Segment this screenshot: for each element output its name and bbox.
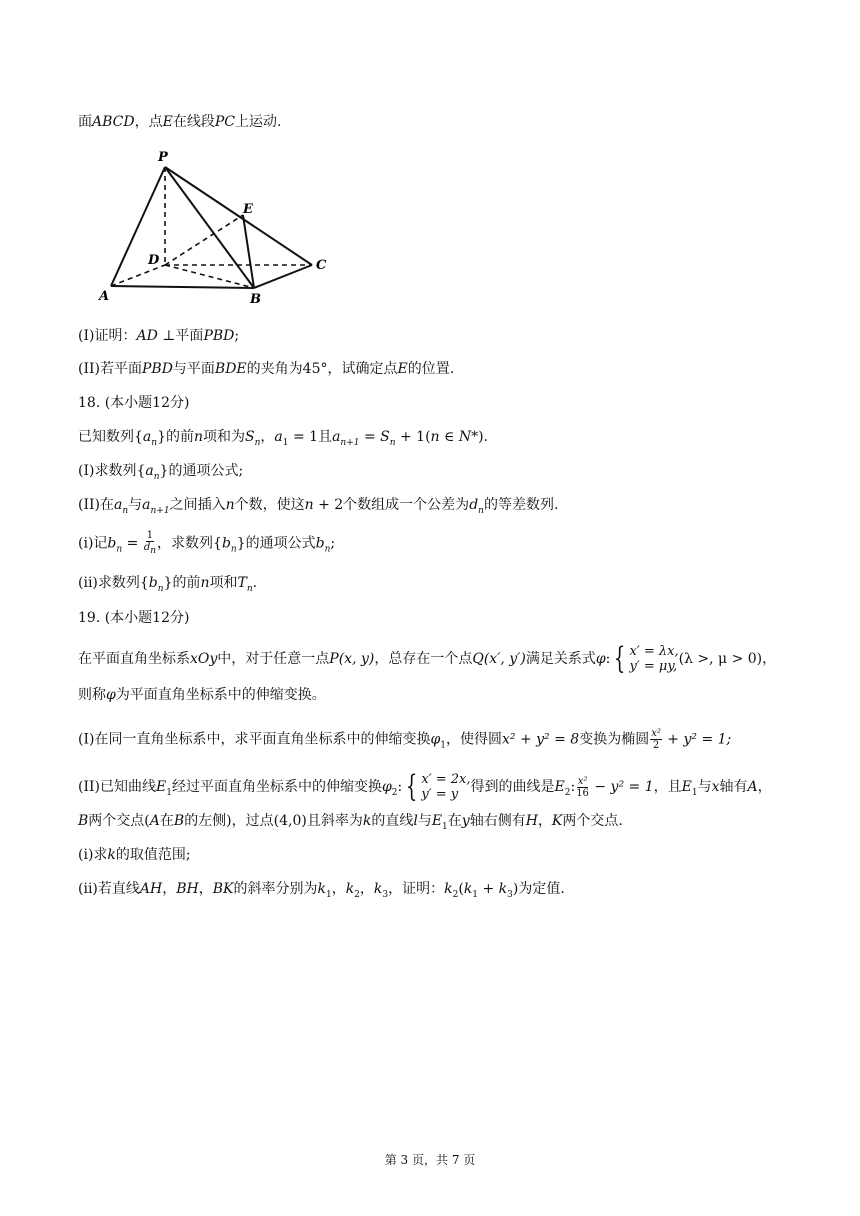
system-row: y′ = y <box>421 787 459 802</box>
text: }的前 <box>157 429 194 445</box>
math: k <box>345 881 355 897</box>
text: = <box>359 429 381 445</box>
math: x <box>711 779 720 795</box>
math: S <box>245 429 255 445</box>
math-sub: 2 <box>354 889 360 900</box>
text: 在 <box>447 813 462 829</box>
math: PBD <box>141 361 173 377</box>
math: φ <box>106 687 116 703</box>
text: 经过平面直角坐标系中的伸缩变换 <box>171 779 382 795</box>
text: 与 <box>417 813 432 829</box>
text: 的直线 <box>371 813 414 829</box>
text: (ii)求数列{ <box>78 575 149 591</box>
math: Q(x′, y′) <box>472 651 526 667</box>
q18-header: 18. (本小题12分) <box>78 395 190 411</box>
math-sub: 2 <box>452 889 459 900</box>
math-sub: n <box>389 437 396 448</box>
math: k <box>463 881 473 897</box>
math: E <box>162 114 173 130</box>
math: k <box>317 881 326 897</box>
text: ，求数列{ <box>157 535 222 552</box>
text: ( <box>458 881 464 897</box>
math: k <box>107 847 116 863</box>
text: (ii)若直线 <box>78 881 140 897</box>
math-sub: n+1 <box>150 505 170 516</box>
text: : <box>570 779 576 795</box>
text: ⊥平面 <box>157 328 204 344</box>
text: (I)在同一直角坐标系中，求平面直角坐标系中的伸缩变换 <box>78 731 431 748</box>
math: n <box>430 429 440 445</box>
math: n <box>200 575 210 591</box>
math: K <box>551 813 563 829</box>
math: B <box>173 813 185 829</box>
math: ABCD <box>92 114 135 130</box>
math: b <box>148 575 158 591</box>
math: a <box>113 497 123 513</box>
q19-stem1 <box>78 641 777 676</box>
text: ， <box>537 813 552 829</box>
text: }的前 <box>163 575 201 591</box>
system-row: x′ = λx, <box>629 644 679 659</box>
fraction <box>650 728 662 751</box>
text: 的等差数列. <box>483 497 559 513</box>
text: 轴右侧有 <box>469 813 526 829</box>
math-sub: n <box>157 583 164 594</box>
text: 上运动. <box>234 114 282 130</box>
math-sub: 1 <box>442 821 448 832</box>
q19-stem2 <box>78 686 326 704</box>
text: (i)求 <box>78 847 108 863</box>
text: + 1( <box>395 429 431 445</box>
math: b <box>221 535 231 552</box>
math: S <box>380 429 390 445</box>
text: 轴有 <box>719 779 748 795</box>
math: a <box>142 429 152 445</box>
text: 与 <box>697 779 712 795</box>
math-sub: n <box>122 505 129 516</box>
text: : <box>397 779 403 795</box>
math-sub: n <box>150 546 157 556</box>
math: k <box>498 881 508 897</box>
math: a <box>332 429 341 445</box>
text: )为定值. <box>512 881 565 897</box>
text: ，且 <box>653 779 682 795</box>
math: φ <box>430 731 441 748</box>
text: ，证明： <box>388 881 445 897</box>
math: d <box>469 497 479 513</box>
math-sub: n <box>246 583 253 594</box>
math: PC <box>214 114 235 130</box>
text: (II)在 <box>78 497 114 513</box>
text: 两个交点. <box>562 813 623 829</box>
text: 的左侧)，过点(4,0)且斜率为 <box>184 813 363 829</box>
math: φ <box>595 651 606 667</box>
math: BK <box>212 881 234 897</box>
text: ， <box>198 881 213 897</box>
text: }的通项公式 <box>236 535 316 552</box>
fraction <box>144 530 156 557</box>
text: (II)已知曲线 <box>78 779 156 795</box>
text: 在 <box>159 813 174 829</box>
math: E <box>155 779 167 795</box>
fraction-num: x² <box>577 775 588 787</box>
math: T <box>237 575 247 591</box>
math: n <box>304 497 314 513</box>
math: b <box>107 535 117 552</box>
label-c: C <box>316 258 327 273</box>
math: B <box>78 813 89 829</box>
q19-sub2 <box>78 880 565 904</box>
q18-stem <box>78 428 488 452</box>
label-a: A <box>99 289 110 304</box>
fraction-num: x² <box>651 728 661 739</box>
label-b: B <box>250 292 261 307</box>
math: d <box>143 542 151 553</box>
math: − y² = 1 <box>589 779 654 795</box>
text: : <box>605 651 611 667</box>
text: ， <box>359 881 374 897</box>
math: a <box>142 497 151 513</box>
text: 之间插入 <box>169 497 226 513</box>
text: ， <box>260 429 275 445</box>
q19-sub1 <box>78 846 191 864</box>
text: 个数，使这 <box>234 497 305 513</box>
text: 与平面 <box>172 361 215 377</box>
q19-part2-cont <box>78 812 623 836</box>
q18-sub1 <box>78 530 335 558</box>
math: E <box>681 779 692 795</box>
math-sub: n <box>116 544 123 555</box>
text: 中，对于任意一点 <box>217 651 330 667</box>
math: k <box>362 813 372 829</box>
text: 为平面直角坐标系中的伸缩变换。 <box>115 687 326 703</box>
label-d: D <box>148 253 160 268</box>
label-e: E <box>243 202 253 217</box>
edge-pb <box>165 167 254 288</box>
q19-part2 <box>78 769 772 804</box>
text: 的位置. <box>407 361 455 377</box>
math: φ <box>381 779 392 795</box>
text: ∈ <box>439 429 459 445</box>
math: A <box>149 813 160 829</box>
text: 面 <box>78 114 92 130</box>
edge-bc <box>254 265 312 288</box>
math: BH <box>176 881 199 897</box>
text: 变换为椭圆 <box>579 731 650 748</box>
text: ，点 <box>134 114 163 130</box>
text: 的斜率分别为 <box>233 881 318 897</box>
math-sub: n <box>478 505 484 516</box>
math: x² + y² = 8 <box>502 731 580 748</box>
q19-part1 <box>78 728 731 754</box>
text: *). <box>471 429 488 445</box>
system-row: y′ = μy, <box>629 659 678 674</box>
math-sub: 3 <box>507 889 513 900</box>
math-sub: 1 <box>691 787 698 798</box>
q18-sub2 <box>78 574 257 598</box>
fraction-num: 1 <box>146 530 154 541</box>
math: n <box>194 429 204 445</box>
fraction <box>576 776 589 799</box>
text: ，总存在一个点 <box>374 651 473 667</box>
text: 则称 <box>78 687 106 703</box>
math-sub: 1 <box>472 889 479 900</box>
equation-system: { x′ = 2x, y′ = y <box>406 769 471 804</box>
text: (I)求数列{ <box>78 463 146 479</box>
text: + <box>478 881 499 897</box>
text: (I)证明： <box>78 328 137 344</box>
math: BDE <box>214 361 247 377</box>
math-sub: 1 <box>325 889 332 900</box>
math: xOy <box>190 651 218 667</box>
fraction-den <box>144 542 156 557</box>
math: n <box>225 497 235 513</box>
edge-pc <box>165 167 312 265</box>
text: (II)若平面 <box>78 361 142 377</box>
math-sub: 1 <box>440 740 446 751</box>
math-sub: n <box>254 437 261 448</box>
text: ，使得圆 <box>446 731 502 748</box>
math: y <box>461 813 470 829</box>
math: A <box>747 779 758 795</box>
math: k <box>444 881 453 897</box>
text: 在线段 <box>172 114 215 130</box>
math: P(x, y) <box>329 651 375 667</box>
math: PBD <box>203 328 235 344</box>
math-sub: 3 <box>382 889 389 900</box>
text: 项和为 <box>203 429 246 445</box>
q18-part2 <box>78 496 558 520</box>
math: E <box>554 779 565 795</box>
fraction-den: 2 <box>652 740 660 751</box>
text: 的取值范围; <box>115 847 191 863</box>
math-sub: n <box>153 471 160 482</box>
q19-header: 19. (本小题12分) <box>78 610 190 626</box>
text: (λ >, μ > 0)， <box>678 651 777 667</box>
math: b <box>315 535 325 552</box>
math: N <box>458 429 472 445</box>
text: 得到的曲线是 <box>470 779 555 795</box>
text: = <box>122 535 143 552</box>
text: 两个交点( <box>88 813 150 829</box>
text: . <box>252 575 258 591</box>
math: AH <box>139 881 163 897</box>
math-sub: n+1 <box>340 437 360 448</box>
page-footer: 第 3 页，共 7 页 <box>384 1153 476 1167</box>
text: + 2个数组成一个公差为 <box>313 497 470 513</box>
text: (i)记 <box>78 535 108 552</box>
math: AD <box>136 328 158 344</box>
text: 已知数列{ <box>78 429 143 445</box>
math: + y² = 1; <box>662 731 732 748</box>
text: ， <box>757 779 772 795</box>
text: 在平面直角坐标系 <box>78 651 190 667</box>
system-row: x′ = 2x, <box>421 772 471 787</box>
math-sub: n <box>324 544 331 555</box>
math-sub: 2 <box>391 787 398 798</box>
label-p: P <box>158 150 168 165</box>
text: ， <box>162 881 177 897</box>
math: a <box>145 463 154 479</box>
math-sub: 1 <box>282 437 289 448</box>
text: ; <box>234 328 240 344</box>
fraction-den: 16 <box>576 787 589 799</box>
math: l <box>413 813 418 829</box>
q17-part2 <box>78 360 454 378</box>
text: 满足关系式 <box>525 651 596 667</box>
text: ; <box>330 535 336 552</box>
pyramid-figure <box>95 145 345 310</box>
math: a <box>274 429 283 445</box>
intro-line <box>78 113 281 131</box>
math: H <box>525 813 538 829</box>
math-sub: n <box>151 437 158 448</box>
edge-ab <box>111 286 254 288</box>
math-sub: 2 <box>564 787 571 798</box>
text: 与 <box>128 497 143 513</box>
math: E <box>431 813 443 829</box>
text: = 1且 <box>288 429 333 445</box>
equation-system: { x′ = λx, y′ = μy, <box>614 641 679 676</box>
math: k <box>373 881 383 897</box>
math-sub: n <box>230 544 237 555</box>
math-sub: 1 <box>166 787 172 798</box>
math: E <box>397 361 408 377</box>
text: 的夹角为45°，试确定点 <box>246 361 398 377</box>
text: }的通项公式; <box>159 463 244 479</box>
q18-part1 <box>78 462 243 486</box>
text: 项和 <box>209 575 238 591</box>
text: ， <box>331 881 346 897</box>
q17-part1 <box>78 327 239 345</box>
